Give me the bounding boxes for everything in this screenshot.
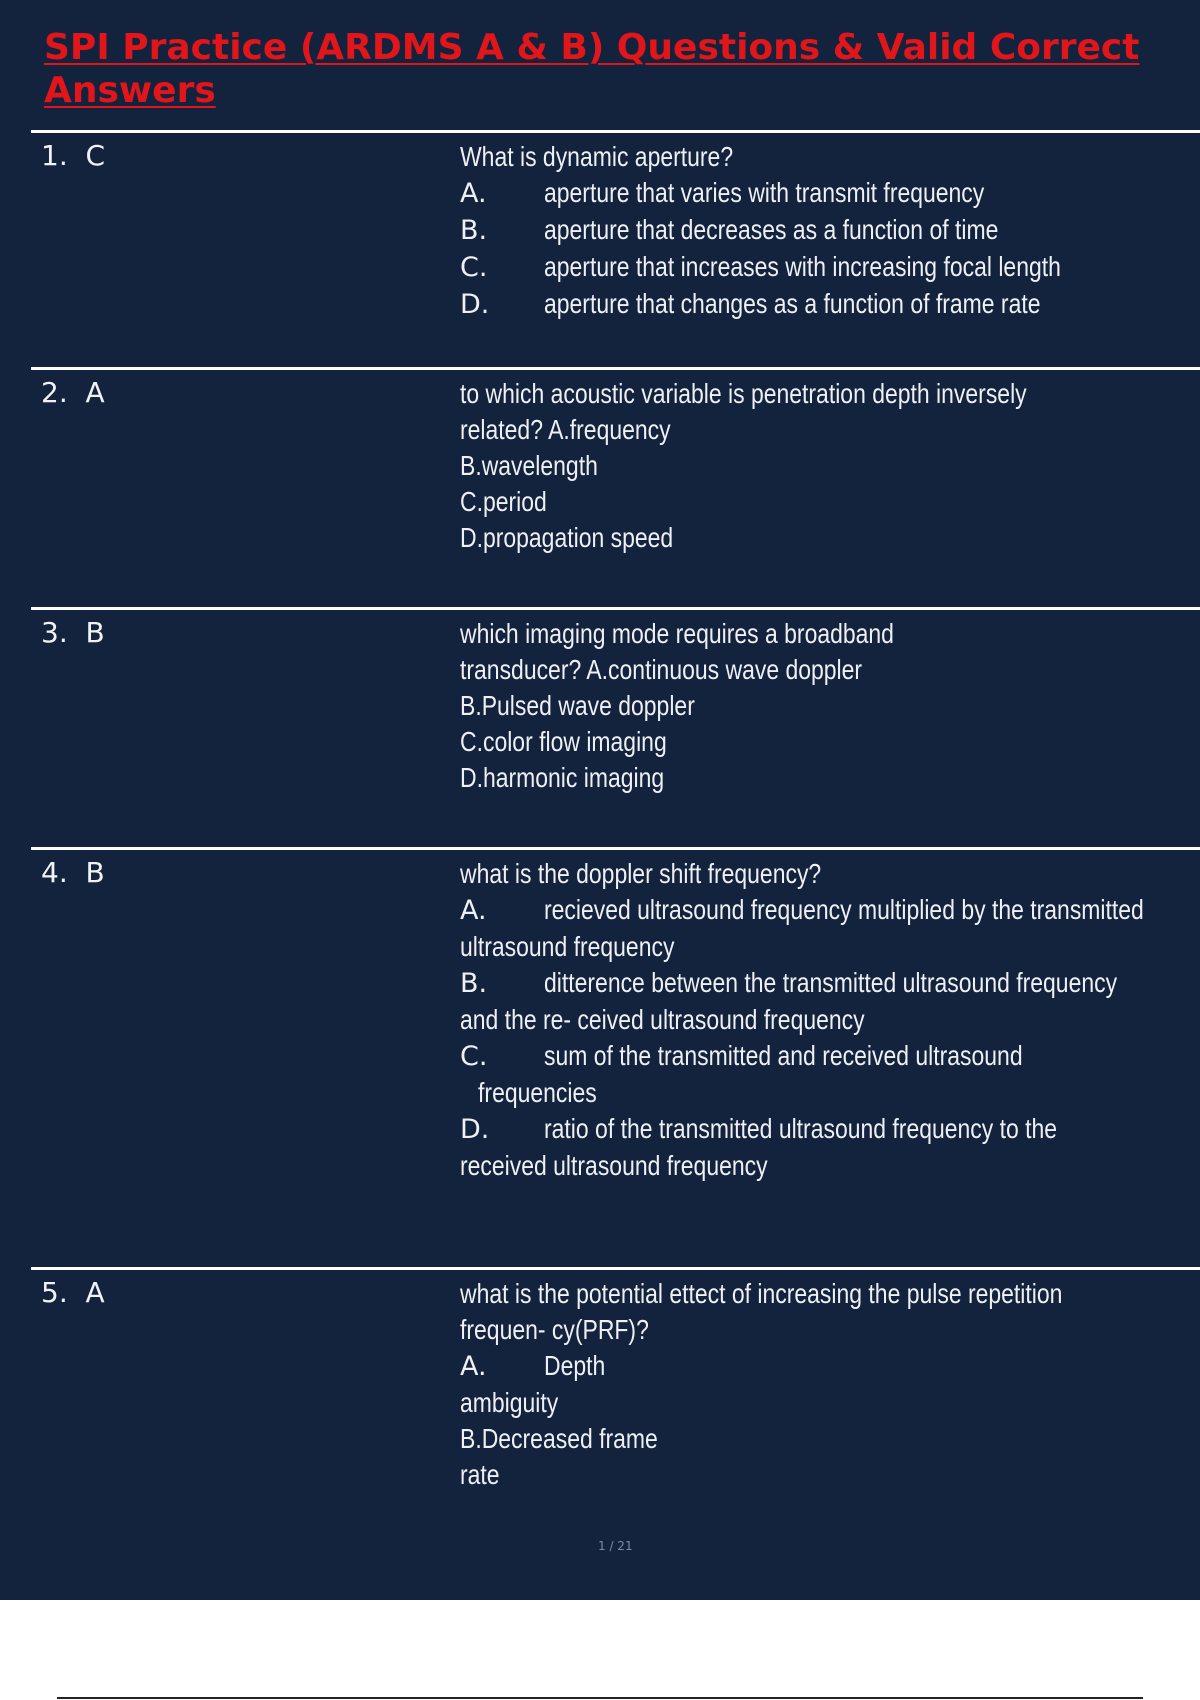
question-text xyxy=(460,376,1200,556)
question-block-1 xyxy=(31,130,1200,370)
answer-option xyxy=(460,892,1200,929)
option-letter: D. xyxy=(460,1114,490,1145)
question-line: What is dynamic aperture? xyxy=(460,141,734,172)
question-block-2 xyxy=(31,367,1200,610)
answer-option xyxy=(460,965,1200,1002)
option-letter: A. xyxy=(460,178,487,209)
answer-option xyxy=(460,1111,1200,1148)
option-letter: A. xyxy=(460,1351,487,1382)
question-number-answer: 3. B xyxy=(41,616,105,649)
question-number-answer: 2. A xyxy=(41,376,105,409)
question-line: what is the doppler shift frequency? xyxy=(460,858,822,889)
question-text xyxy=(460,1276,1200,1493)
question-number-answer: 4. B xyxy=(41,856,105,889)
option-letter: B. xyxy=(460,215,488,246)
question-line: to which acoustic variable is penetration depth inversely xyxy=(460,378,1027,409)
option-letter: C. xyxy=(460,1041,488,1072)
question-block-5 xyxy=(31,1267,1200,1550)
question-line: frequencies xyxy=(478,1077,597,1108)
question-line: what is the potential ettect of increasing the pulse repetition xyxy=(460,1278,1063,1309)
option-letter: A. xyxy=(460,895,487,926)
question-line: transducer? A.continuous wave doppler xyxy=(460,654,863,685)
question-text xyxy=(460,856,1200,1184)
question-line: related? A.frequency xyxy=(460,414,671,445)
question-number-answer: 5. A xyxy=(41,1276,105,1309)
option-text: aperture that increases with increasing focal length xyxy=(544,251,1061,282)
question-number-answer: 1. C xyxy=(41,139,106,172)
question-line: D.propagation speed xyxy=(460,522,674,553)
question-line: which imaging mode requires a broadband xyxy=(460,618,894,649)
question-line: B.wavelength xyxy=(460,450,598,481)
answer-option xyxy=(460,249,1200,286)
answer-option xyxy=(460,175,1200,212)
question-line: C.period xyxy=(460,486,547,517)
page-title: SPI Practice (ARDMS A & B) Questions & Valid Correct Answers xyxy=(44,27,1140,111)
answer-option xyxy=(460,286,1200,323)
question-line: rate xyxy=(460,1459,500,1490)
option-text: Depth xyxy=(544,1350,606,1381)
question-line: received ultrasound frequency xyxy=(460,1150,768,1181)
question-text xyxy=(460,616,1200,796)
question-block-4 xyxy=(31,847,1200,1270)
question-line: ultrasound frequency xyxy=(460,931,675,962)
option-text: recieved ultrasound frequency multiplied by the transmitted xyxy=(544,894,1144,925)
question-line: ambiguity xyxy=(460,1387,559,1418)
option-text: aperture that decreases as a function of time xyxy=(544,214,999,245)
question-line: B.Decreased frame xyxy=(460,1423,658,1454)
question-line: C.color flow imaging xyxy=(460,726,667,757)
question-text xyxy=(460,139,1200,323)
option-text: ratio of the transmitted ultrasound frequency to the xyxy=(544,1113,1058,1144)
question-line: and the re- ceived ultrasound frequency xyxy=(460,1004,865,1035)
option-text: aperture that varies with transmit frequency xyxy=(544,177,985,208)
question-line: D.harmonic imaging xyxy=(460,762,665,793)
question-line: frequen- cy(PRF)? xyxy=(460,1314,649,1345)
answer-option xyxy=(460,1038,1200,1075)
question-block-3 xyxy=(31,607,1200,850)
option-letter: D. xyxy=(460,289,490,320)
answer-option xyxy=(460,212,1200,249)
answer-option xyxy=(460,1348,1200,1385)
option-text: ditterence between the transmitted ultrasound frequency xyxy=(544,967,1118,998)
page-number: 1 / 21 xyxy=(598,1539,633,1553)
question-line: B.Pulsed wave doppler xyxy=(460,690,695,721)
option-letter: B. xyxy=(460,968,488,999)
option-letter: C. xyxy=(460,252,488,283)
footer-divider xyxy=(57,1697,1143,1699)
option-text: aperture that changes as a function of frame rate xyxy=(544,288,1041,319)
option-text: sum of the transmitted and received ultrasound xyxy=(544,1040,1023,1071)
